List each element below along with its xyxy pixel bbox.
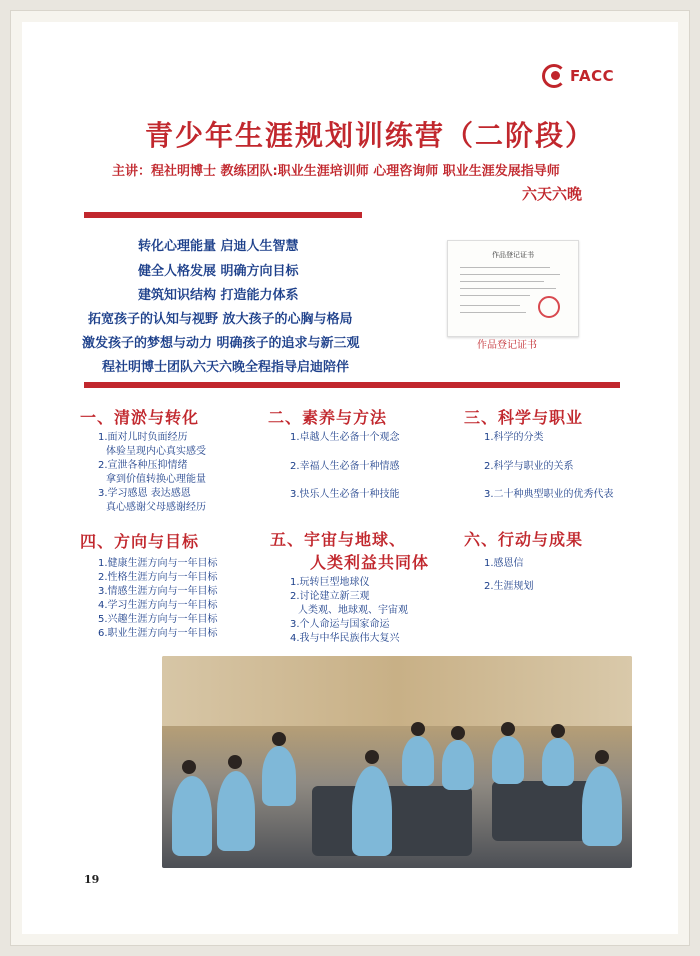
photo-person (442, 740, 474, 790)
section-items (290, 576, 408, 646)
section-title: 三、科学与职业 (464, 408, 584, 427)
list-item: 1.感恩信 (484, 558, 524, 569)
photo-head (228, 755, 242, 769)
certificate-text-line (460, 288, 556, 289)
list-item: 1.科学的分类 (484, 432, 544, 443)
photo-head (272, 732, 286, 746)
list-item: 2.宣泄各种压抑情绪 (98, 460, 188, 471)
photo-head (451, 726, 465, 740)
list-item: 4.学习生涯方向与一年目标 (98, 600, 218, 611)
benefit-line: 建筑知识结构 打造能力体系 (138, 288, 299, 303)
list-item: 2.讨论建立新三观 (290, 591, 370, 602)
seal-stamp-icon (538, 296, 560, 318)
list-item: 人类观、地球观、宇宙观 (298, 605, 408, 616)
list-item: 4.我与中华民族伟大复兴 (290, 633, 400, 644)
section-items (98, 431, 206, 515)
top-divider (84, 212, 362, 218)
list-item: 体验呈现内心真实感受 (106, 446, 206, 457)
list-item: 1.面对儿时负面经历 (98, 432, 188, 443)
photo-person (582, 766, 622, 846)
logo-text: FACC (570, 67, 615, 85)
section-title: 四、方向与目标 (80, 532, 200, 551)
photo-wall (162, 656, 632, 726)
photo-head (551, 724, 565, 738)
document-page (22, 22, 678, 934)
duration-label: 六天六晚 (522, 185, 583, 203)
list-item: 5.兴趣生涯方向与一年目标 (98, 614, 218, 625)
certificate-image (447, 240, 579, 337)
page-title: 青少年生涯规划训练营（二阶段） (144, 119, 595, 152)
list-item: 拿到价值转换心理能量 (106, 474, 206, 485)
photo-person (172, 776, 212, 856)
benefit-line: 拓宽孩子的认知与视野 放大孩子的心胸与格局 (88, 312, 353, 327)
certificate-text-line (460, 281, 544, 282)
group-photo (162, 656, 632, 868)
middle-divider (84, 382, 620, 388)
certificate-text-line (460, 312, 526, 313)
photo-head (411, 722, 425, 736)
list-item: 3.快乐人生必备十种技能 (290, 489, 400, 500)
list-item: 6.职业生涯方向与一年目标 (98, 628, 218, 639)
benefit-line: 激发孩子的梦想与动力 明确孩子的追求与新三观 (82, 336, 360, 351)
instructor-line: 主讲：程社明博士 教练团队:职业生涯培训师 心理咨询师 职业生涯发展指导师 (112, 164, 560, 179)
page-number: 19 (84, 873, 100, 886)
list-item: 3.二十种典型职业的优秀代表 (484, 489, 614, 500)
photo-person (217, 771, 255, 851)
certificate-text-line (460, 295, 530, 296)
list-item: 2.生涯规划 (484, 581, 534, 592)
list-item: 1.玩转巨型地球仪 (290, 577, 370, 588)
section-title-line2: 人类利益共同体 (310, 553, 430, 572)
section-items (98, 557, 218, 641)
logo-circle-icon (542, 64, 566, 88)
facc-logo (542, 62, 632, 92)
certificate-text-line (460, 274, 560, 275)
photo-person (492, 736, 524, 784)
certificate-text-line (460, 267, 550, 268)
photo-person (542, 738, 574, 786)
certificate-text-line (460, 305, 520, 306)
benefit-line: 程社明博士团队六天六晚全程指导启迪陪伴 (102, 360, 350, 375)
certificate-caption: 作品登记证书 (477, 340, 537, 351)
section-title: 六、行动与成果 (464, 530, 584, 549)
list-item: 3.情感生涯方向与一年目标 (98, 586, 218, 597)
benefit-line: 转化心理能量 启迪人生智慧 (138, 239, 299, 254)
photo-table (312, 786, 472, 856)
photo-person (352, 766, 392, 856)
photo-head (595, 750, 609, 764)
list-item: 3.学习感恩 表达感恩 (98, 488, 191, 499)
photo-head (501, 722, 515, 736)
section-title: 二、素养与方法 (268, 408, 388, 427)
benefit-line: 健全人格发展 明确方向目标 (138, 264, 299, 279)
photo-person (262, 746, 296, 806)
list-item: 真心感谢父母感谢经历 (106, 502, 206, 513)
list-item: 2.性格生涯方向与一年目标 (98, 572, 218, 583)
list-item: 2.科学与职业的关系 (484, 461, 574, 472)
photo-head (365, 750, 379, 764)
section-title: 五、宇宙与地球、 (270, 530, 407, 549)
section-title: 一、清淤与转化 (80, 408, 200, 427)
photo-head (182, 760, 196, 774)
photo-person (402, 736, 434, 786)
list-item: 3.个人命运与国家命运 (290, 619, 390, 630)
list-item: 1.健康生涯方向与一年目标 (98, 558, 218, 569)
list-item: 1.卓越人生必备十个观念 (290, 432, 400, 443)
certificate-title: 作品登记证书 (492, 251, 534, 259)
list-item: 2.幸福人生必备十种情感 (290, 461, 400, 472)
